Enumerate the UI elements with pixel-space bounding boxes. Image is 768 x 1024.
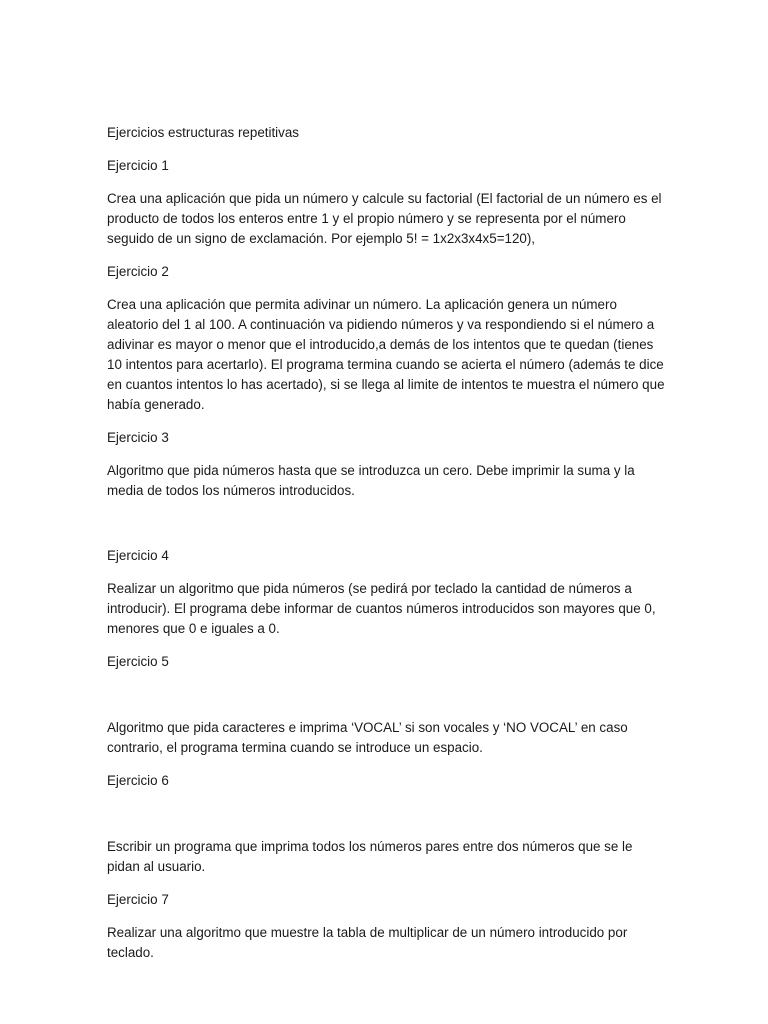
exercise-4-text: Realizar un algoritmo que pida números (se pedirá por teclado la cantidad de números a introducir). El programa debe informar de cuantos números introducidos son mayores que 0, menores que 0 e iguales a 0. (107, 581, 656, 636)
exercise-6-text: Escribir un programa que imprima todos los números pares entre dos números que se le pidan al usuario. (107, 839, 633, 874)
document-body (107, 123, 667, 976)
exercise-3-text: Algoritmo que pida números hasta que se introduzca un cero. Debe imprimir la suma y la media de todos los números introducidos. (107, 463, 635, 498)
exercise-4-heading: Ejercicio 4 (107, 548, 169, 563)
exercise-5-text: Algoritmo que pida caracteres e imprima ‘VOCAL’ si son vocales y ‘NO VOCAL’ en caso contrario, el programa termina cuando se introduce un espacio. (107, 720, 628, 755)
exercise-7-heading: Ejercicio 7 (107, 892, 169, 907)
document-title: Ejercicios estructuras repetitivas (107, 125, 300, 140)
exercise-6-heading: Ejercicio 6 (107, 773, 169, 788)
exercise-2-heading: Ejercicio 2 (107, 264, 169, 279)
exercise-1-text: Crea una aplicación que pida un número y calcule su factorial (El factorial de un número es el producto de todos los enteros entre 1 y el propio número y se representa por el número seguido de un signo de exclamación. Por ejemplo 5! = 1x2x3x4x5=120), (107, 191, 662, 246)
exercise-7-text: Realizar una algoritmo que muestre la tabla de multiplicar de un número introducido por teclado. (107, 925, 628, 960)
exercise-5-heading: Ejercicio 5 (107, 654, 169, 669)
exercise-3-heading: Ejercicio 3 (107, 430, 169, 445)
exercise-1-heading: Ejercicio 1 (107, 158, 169, 173)
exercise-2-text: Crea una aplicación que permita adivinar un número. La aplicación genera un número aleatorio del 1 al 100. A continuación va pidiendo números y va respondiendo si el número a adivinar es mayor o menor que el introducido,a demás de los intentos que te quedan (tienes 10 intentos para acertarlo). El programa termina cuando se acierta el número (además te dice en cuantos intentos lo has acertado), si se llega al limite de intentos te muestra el número que había generado. (107, 297, 665, 412)
